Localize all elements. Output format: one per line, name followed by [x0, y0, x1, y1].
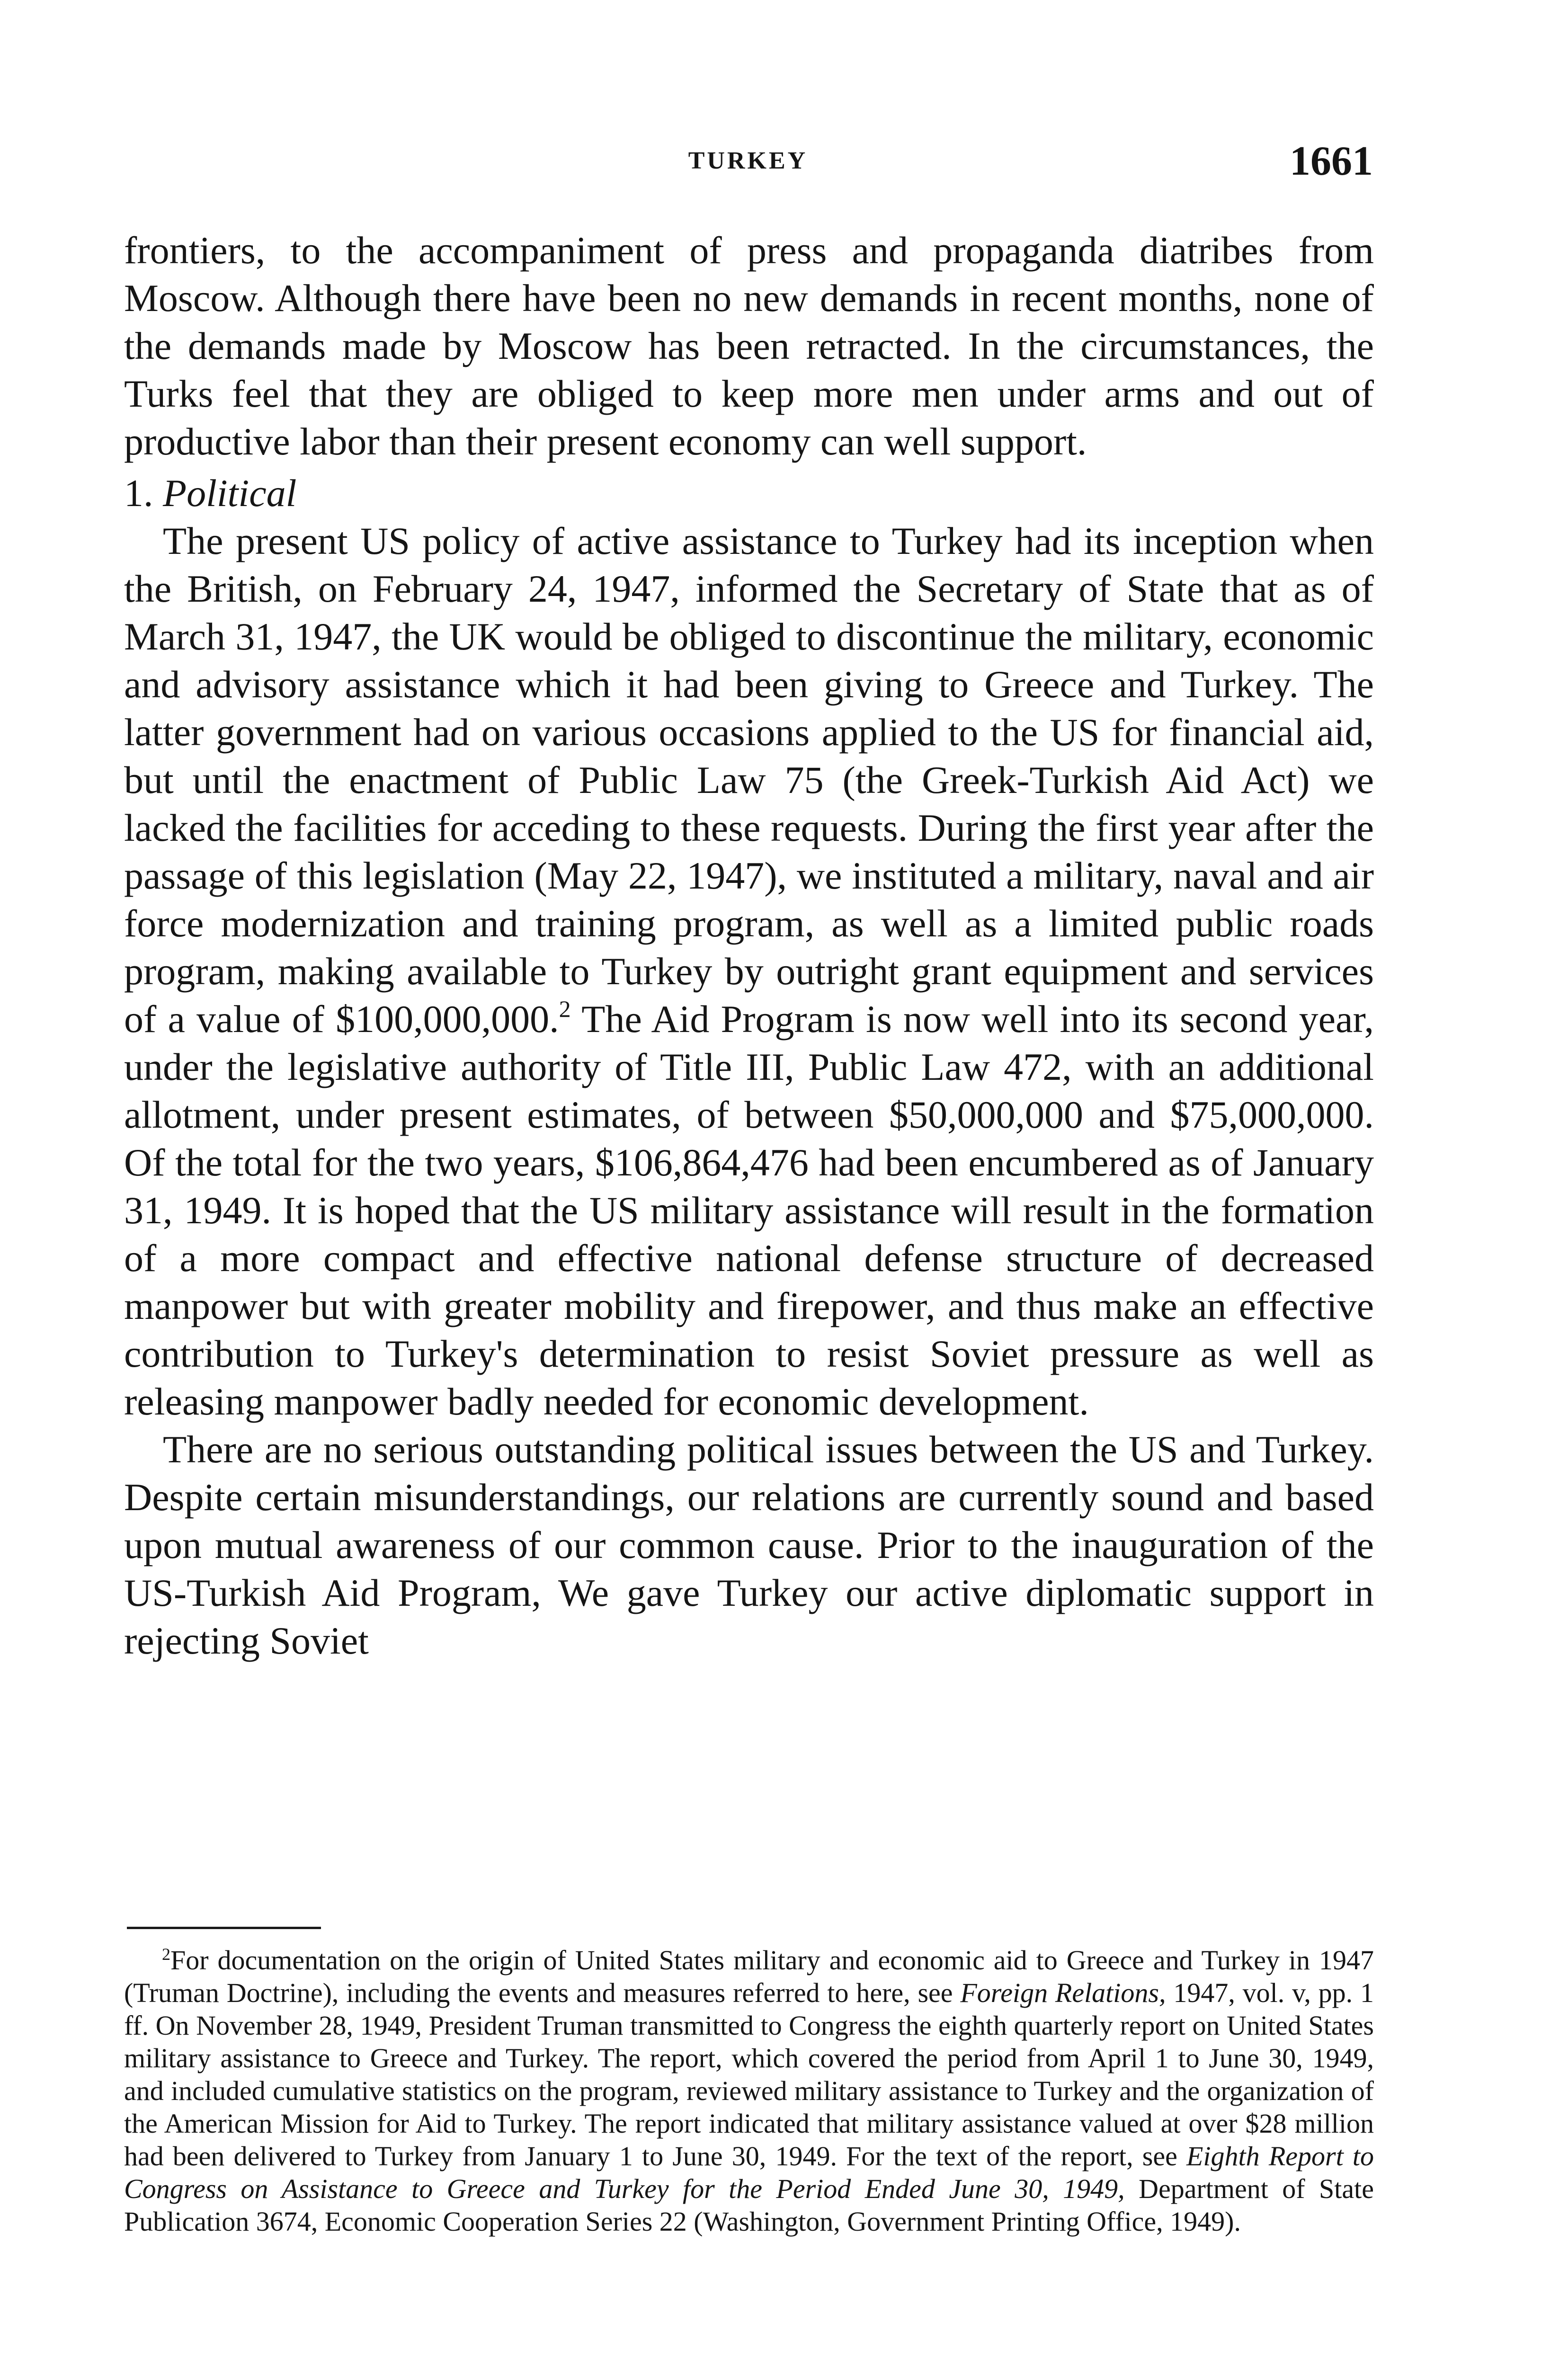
footnote-citation-eighth-report: Eighth Report to Congress on Assistance to Greece and Turkey for the Period Ended June 30, 1949,	[124, 2141, 1374, 2204]
section-number: 1.	[124, 472, 153, 515]
section-heading	[124, 469, 1374, 517]
paragraph-text-after-note: The Aid Program is now well into its second year, under the legislative authority of Title III, Public Law 472, with an additional allotment, under present estimates, of between $50,000,000 and $75,000,000. Of the total for the two years, $106,864,476 had been encumbered as of January 31, 1949. It is hoped that the US military assistance will result in the formation of a more compact and effective national defense structure of decreased manpower but with greater mobility and firepower, and thus make an effective contribution to Turkey's determination to resist Soviet pressure as well as releasing manpower badly needed for economic development.	[124, 997, 1374, 1423]
footnote	[124, 1944, 1374, 2238]
footnote-divider	[127, 1927, 321, 1929]
footnote-text-1: For documentation on the origin of United States military and economic aid to Greece and Turkey in 1947 (Truman Doctrine), including the events and measures referred to here, see	[124, 1945, 1374, 2008]
main-text	[124, 226, 1374, 1664]
footnote-text-3: Department of State Publication 3674, Economic Cooperation Series 22 (Washington, Government Printing Office, 1949).	[124, 2173, 1374, 2237]
running-header	[123, 137, 1373, 189]
section-title: Political	[163, 472, 297, 515]
running-title: TURKEY	[688, 147, 808, 174]
footnote-marker: 2	[162, 1945, 170, 1964]
footnote-text-2: 1947, vol. v, pp. 1 ff. On November 28, 1949, President Truman transmitted to Congress the eighth quarterly report on United States military assistance to Greece and Turkey. The report, which covered the period from April 1 to June 30, 1949, and included cumulative statistics on the program, reviewed military assistance to Turkey and the organization of the American Mission for Aid to Turkey. The report indicated that military assistance valued at over $28 million had been delivered to Turkey from January 1 to June 30, 1949. For the text of the report, see	[124, 1977, 1374, 2171]
paragraph-political-issues: There are no serious outstanding political issues between the US and Turkey. Despite certain misunderstandings, our relations are currently sound and based upon mutual awareness of our common cause. Prior to the inauguration of the US-Turkish Aid Program, We gave Turkey our active diplomatic support in rejecting Soviet	[124, 1428, 1374, 1662]
paragraph-text-before-note: The present US policy of active assistance to Turkey had its inception when the British, on February 24, 1947, informed the Secretary of State that as of March 31, 1947, the UK would be obliged to discontinue the military, economic and advisory assistance which it had been giving to Greece and Turkey. The latter government had on various occasions applied to the US for financial aid, but until the enactment of Public Law 75 (the Greek-Turkish Aid Act) we lacked the facilities for acceding to these requests. During the first year after the passage of this legislation (May 22, 1947), we instituted a military, naval and air force modernization and training program, as well as a limited public roads program, making available to Turkey by outright grant equipment and services of a value of $100,000,000.	[124, 519, 1374, 1041]
paragraph-continued: frontiers, to the accompaniment of press and propaganda diatribes from Moscow. Although there have been no new demands in recent months, none of the demands made by Moscow has been retracted. In the circumstances, the Turks feel that they are obliged to keep more men under arms and out of productive labor than their present economy can well support.	[124, 229, 1374, 463]
footnote-citation-foreign-relations: Foreign Relations,	[960, 1977, 1166, 2008]
paragraph-aid-program	[124, 517, 1374, 1425]
footnote-reference[interactable]: 2	[559, 996, 571, 1022]
page-number: 1661	[1290, 138, 1373, 184]
